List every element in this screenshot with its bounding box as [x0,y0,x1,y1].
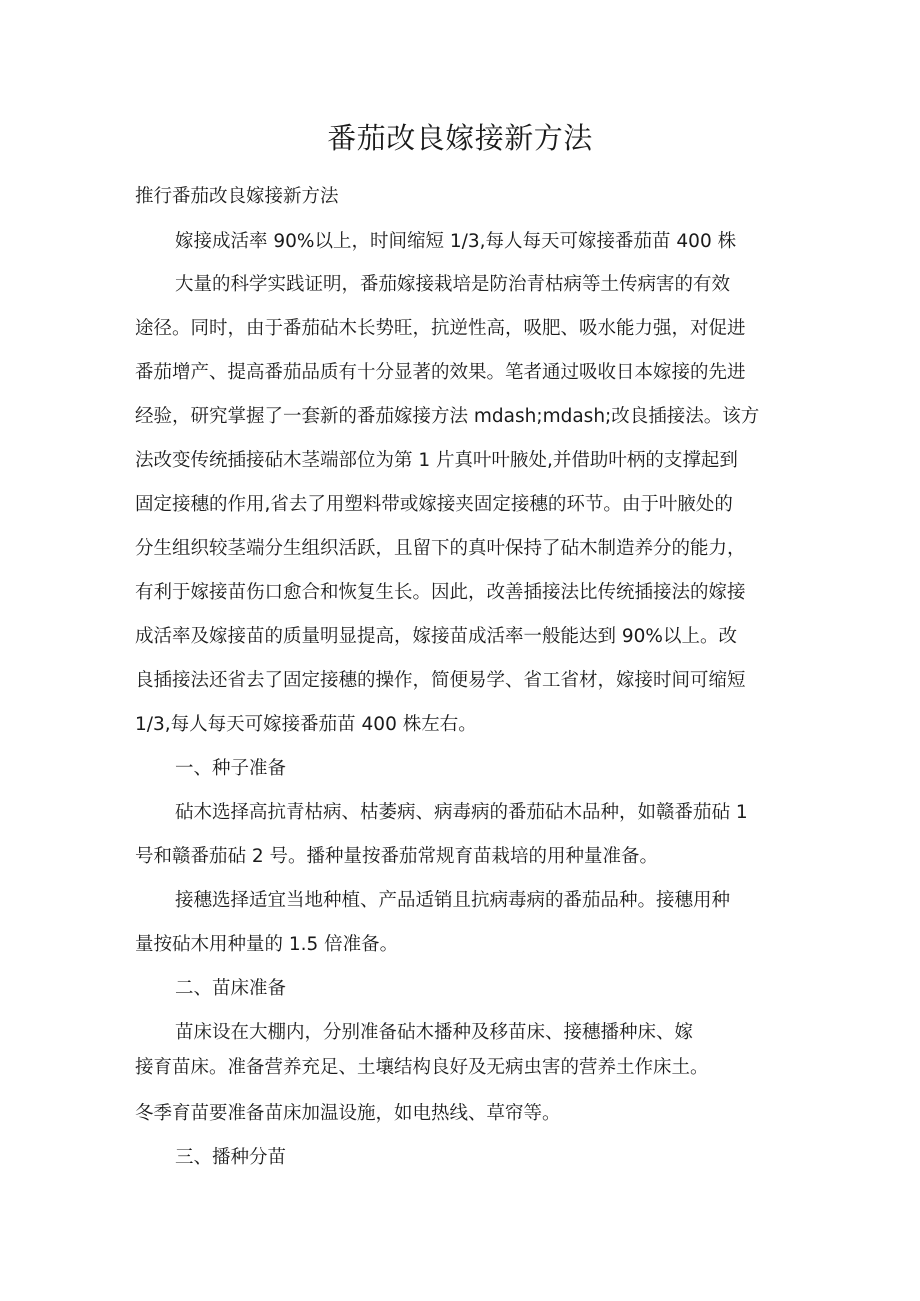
paragraph-line: 法改变传统插接砧木茎端部位为第 1 片真叶叶腋处,并借助叶柄的支撑起到 [135,450,738,471]
paragraph-line: 良插接法还省去了固定接穗的操作，简便易学、省工省材，嫁接时间可缩短 [135,670,746,691]
paragraph-line: 固定接穗的作用,省去了用塑料带或嫁接夹固定接穗的环节。由于叶腋处的 [135,494,733,515]
paragraph-line: 接穗选择适宜当地种植、产品适销且抗病毒病的番茄品种。接穗用种 [175,890,731,911]
paragraph-line: 苗床设在大棚内，分别准备砧木播种及移苗床、接穗播种床、嫁 [175,1022,694,1043]
section-heading: 一、种子准备 [175,758,287,779]
paragraph-line: 量按砧木用种量的 1.5 倍准备。 [135,934,399,955]
paragraph-line: 成活率及嫁接苗的质量明显提高，嫁接苗成活率一般能达到 90%以上。改 [135,626,738,647]
paragraph-line: 有利于嫁接苗伤口愈合和恢复生长。因此，改善插接法比传统插接法的嫁接 [135,582,746,603]
paragraph-line: 分生组织较茎端分生组织活跃，且留下的真叶保持了砧木制造养分的能力， [135,538,746,559]
paragraph-line: 接育苗床。准备营养充足、土壤结构良好及无病虫害的营养土作床土。 [135,1057,709,1078]
paragraph-line: 大量的科学实践证明，番茄嫁接栽培是防治青枯病等土传病害的有效 [175,274,731,295]
section-heading: 三、播种分苗 [175,1147,287,1168]
summary-line: 嫁接成活率 90%以上，时间缩短 1/3,每人每天可嫁接番茄苗 400 株 [175,231,737,252]
section-heading: 二、苗床准备 [175,978,287,999]
paragraph-line: 1/3,每人每天可嫁接番茄苗 400 株左右。 [135,714,477,735]
paragraph-line: 砧木选择高抗青枯病、枯萎病、病毒病的番茄砧木品种，如赣番茄砧 1 [175,802,748,823]
paragraph-line: 冬季育苗要准备苗床加温设施，如电热线、草帘等。 [135,1103,561,1124]
paragraph-line: 号和赣番茄砧 2 号。播种量按番茄常规育苗栽培的用种量准备。 [135,846,659,867]
paragraph-line: 经验，研究掌握了一套新的番茄嫁接方法 mdash;mdash;改良插接法。该方 [135,406,760,427]
subtitle-line: 推行番茄改良嫁接新方法 [135,186,339,207]
paragraph-line: 途径。同时，由于番茄砧木长势旺，抗逆性高，吸肥、吸水能力强，对促进 [135,318,746,339]
paragraph-line: 番茄增产、提高番茄品质有十分显著的效果。笔者通过吸收日本嫁接的先进 [135,362,746,383]
document-title: 番茄改良嫁接新方法 [327,121,593,155]
